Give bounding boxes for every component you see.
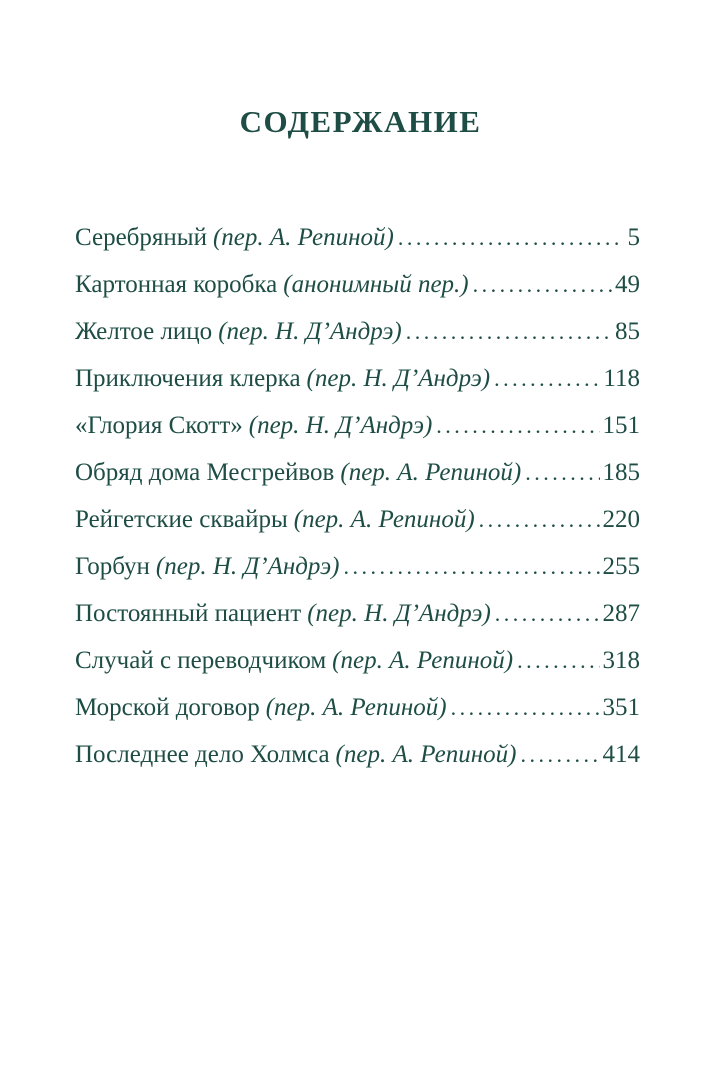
entry-translator: (пер. А. Репиной)	[212, 224, 394, 251]
entry-page-number: 49	[615, 271, 640, 298]
entry-page-number: 85	[615, 318, 640, 345]
entry-title: Морской договор	[75, 694, 260, 721]
dot-leader	[473, 261, 612, 308]
entry-translator: (пер. А. Репиной)	[340, 459, 522, 486]
toc-entry[interactable]	[75, 590, 640, 637]
dot-leader	[494, 355, 600, 402]
entry-page-number: 185	[602, 459, 640, 486]
dot-leader	[520, 731, 599, 778]
entry-page-number: 220	[602, 506, 640, 533]
entry-title: Приключения клерка	[75, 365, 301, 392]
toc-entry[interactable]	[75, 496, 640, 543]
entry-title: Постоянный пациент	[75, 600, 302, 627]
entry-translator: (пер. А. Репиной)	[335, 741, 517, 768]
entry-title: Горбун	[75, 553, 150, 580]
dot-leader	[451, 684, 600, 731]
table-of-contents	[75, 214, 640, 778]
dot-leader	[436, 402, 599, 449]
entry-translator: (пер. А. Репиной)	[332, 647, 514, 674]
entry-page-number: 351	[602, 694, 640, 721]
toc-entry[interactable]	[75, 731, 640, 778]
entry-title: «Глория Скотт»	[75, 412, 243, 439]
entry-translator: (пер. Н. Д’Андрэ)	[218, 318, 402, 345]
toc-entry[interactable]	[75, 214, 640, 261]
entry-page-number: 318	[602, 647, 640, 674]
toc-entry[interactable]	[75, 308, 640, 355]
toc-entry[interactable]	[75, 261, 640, 308]
toc-entry[interactable]	[75, 355, 640, 402]
entry-translator: (пер. А. Репиной)	[293, 506, 475, 533]
entry-page-number: 414	[602, 741, 640, 768]
entry-translator: (пер. Н. Д’Андрэ)	[306, 365, 491, 392]
entry-translator: (пер. Н. Д’Андрэ)	[155, 553, 340, 580]
entry-title: Картонная коробка	[75, 271, 278, 298]
entry-page-number: 255	[602, 553, 640, 580]
entry-page-number: 151	[602, 412, 640, 439]
entry-title: Обряд дома Месгрейвов	[75, 459, 335, 486]
entry-title: Желтое лицо	[75, 318, 213, 345]
entry-translator: (пер. Н. Д’Андрэ)	[248, 412, 433, 439]
toc-entry[interactable]	[75, 637, 640, 684]
dot-leader	[479, 496, 600, 543]
toc-entry[interactable]	[75, 402, 640, 449]
entry-translator: (пер. Н. Д’Андрэ)	[307, 600, 491, 627]
dot-leader	[343, 543, 599, 590]
contents-heading: СОДЕРЖАНИЕ	[239, 104, 482, 139]
entry-page-number: 287	[602, 600, 640, 627]
toc-entry[interactable]	[75, 449, 640, 496]
toc-entry[interactable]	[75, 684, 640, 731]
entry-translator: (пер. А. Репиной)	[265, 694, 447, 721]
entry-title: Последнее дело Холмса	[75, 741, 330, 768]
entry-translator: (анонимный пер.)	[283, 271, 469, 298]
dot-leader	[525, 449, 599, 496]
entry-page-number: 118	[603, 365, 640, 392]
dot-leader	[517, 637, 599, 684]
toc-entry[interactable]	[75, 543, 640, 590]
entry-title: Случай с переводчиком	[75, 647, 327, 674]
dot-leader	[398, 214, 623, 261]
dot-leader	[406, 308, 612, 355]
entry-page-number: 5	[627, 224, 640, 251]
entry-title: Серебряный	[75, 224, 207, 251]
dot-leader	[495, 590, 600, 637]
entry-title: Рейгетские сквайры	[75, 506, 288, 533]
